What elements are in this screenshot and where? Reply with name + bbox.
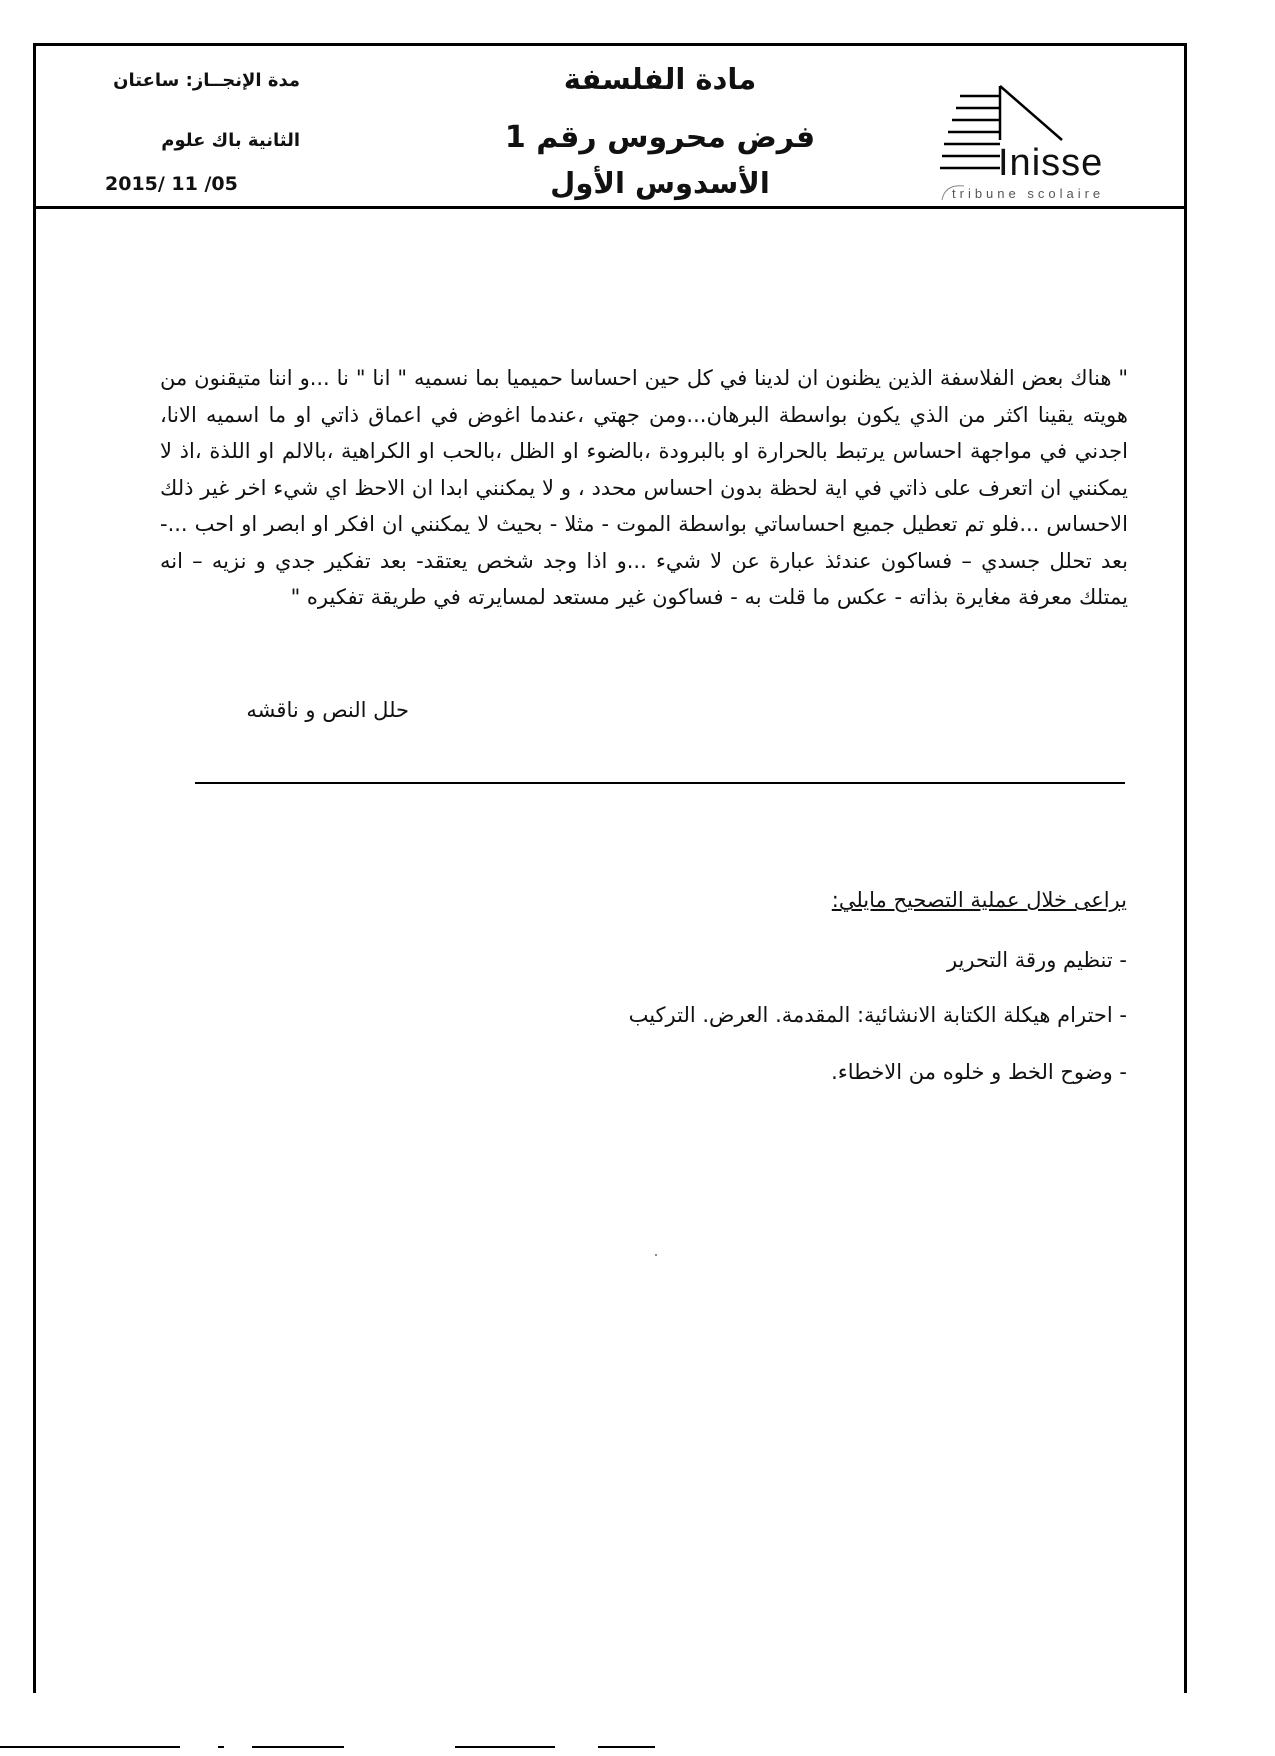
- exam-task: حلل النص و ناقشه: [246, 698, 409, 722]
- scan-edge-mark: [455, 1746, 555, 1748]
- frame-right-border: [1184, 43, 1187, 1693]
- logo-text: Inisse: [998, 142, 1104, 184]
- exam-date: 2015/ 11 /05: [105, 173, 238, 195]
- grading-guidelines-title: يراعى خلال عملية التصحيح مايلي:: [831, 888, 1127, 912]
- subject-title: مادة الفلسفة: [563, 62, 757, 96]
- section-separator: [195, 782, 1125, 784]
- frame-left-border: [33, 43, 36, 1693]
- scan-edge-mark: [218, 1746, 224, 1748]
- criterion-item: - احترام هيكلة الكتابة الانشائية: المقدمة. العرض. التركيب: [628, 1003, 1127, 1027]
- scan-edge-mark: [0, 1746, 180, 1748]
- logo-subtext: tribune scolaire: [952, 186, 1105, 201]
- scan-edge-mark: [252, 1746, 344, 1748]
- exam-title: فرض محروس رقم 1: [504, 120, 816, 155]
- semester-label: الأسدوس الأول: [550, 166, 770, 200]
- class-level: الثانية باك علوم: [161, 130, 300, 151]
- scan-edge-mark: [598, 1746, 655, 1748]
- frame-top-border: [33, 43, 1187, 46]
- criterion-item: - وضوح الخط و خلوه من الاخطاء.: [831, 1060, 1127, 1084]
- header-divider: [33, 206, 1187, 209]
- exam-duration: مدة الإنجــاز: ساعتان: [113, 70, 300, 91]
- scan-speck: [655, 1254, 657, 1256]
- philosophy-passage: " هناك بعض الفلاسفة الذين يظنون ان لدينا في كل حين احساسا حميميا بما نسميه " انا " نا ...و اننا متيقنون من هويته يقينا اكثر من الذي يكون بواسطة البرهان...ومن جهتي ،عندما اغوض في اعماق ذاتي او ما اسميه الانا، اجدني في مواجهة احساس يرتبط بالحرارة او بالبرودة ،بالضوء او الظل ،بالحب او الكراهية ،بالالم او اللذة ،اذ لا يمكنني ان اتعرف على ذاتي في اية لحظة بدون احساس محدد ، و لا يمكنني ابدا ان الاحظ اي شيء اخر غير ذلك الاحساس ...فلو تم تعطيل جميع احساساتي بواسطة الموت - مثلا - بحيث لا يمكنني ان افكر او ابصر او احب ...- بعد تحلل جسدي – فساكون عندئذ عبارة عن لا شيء ...و اذا وجد شخص يعتقد- بعد تفكير جدي و نزيه – انه يمتلك معرفة مغايرة بذاته - عكس ما قلت به - فساكون غير مستعد لمسايرته في طريقة تفكيره ": [160, 366, 1128, 609]
- criterion-item: - تنظيم ورقة التحرير: [946, 948, 1127, 972]
- school-logo: [940, 82, 1165, 202]
